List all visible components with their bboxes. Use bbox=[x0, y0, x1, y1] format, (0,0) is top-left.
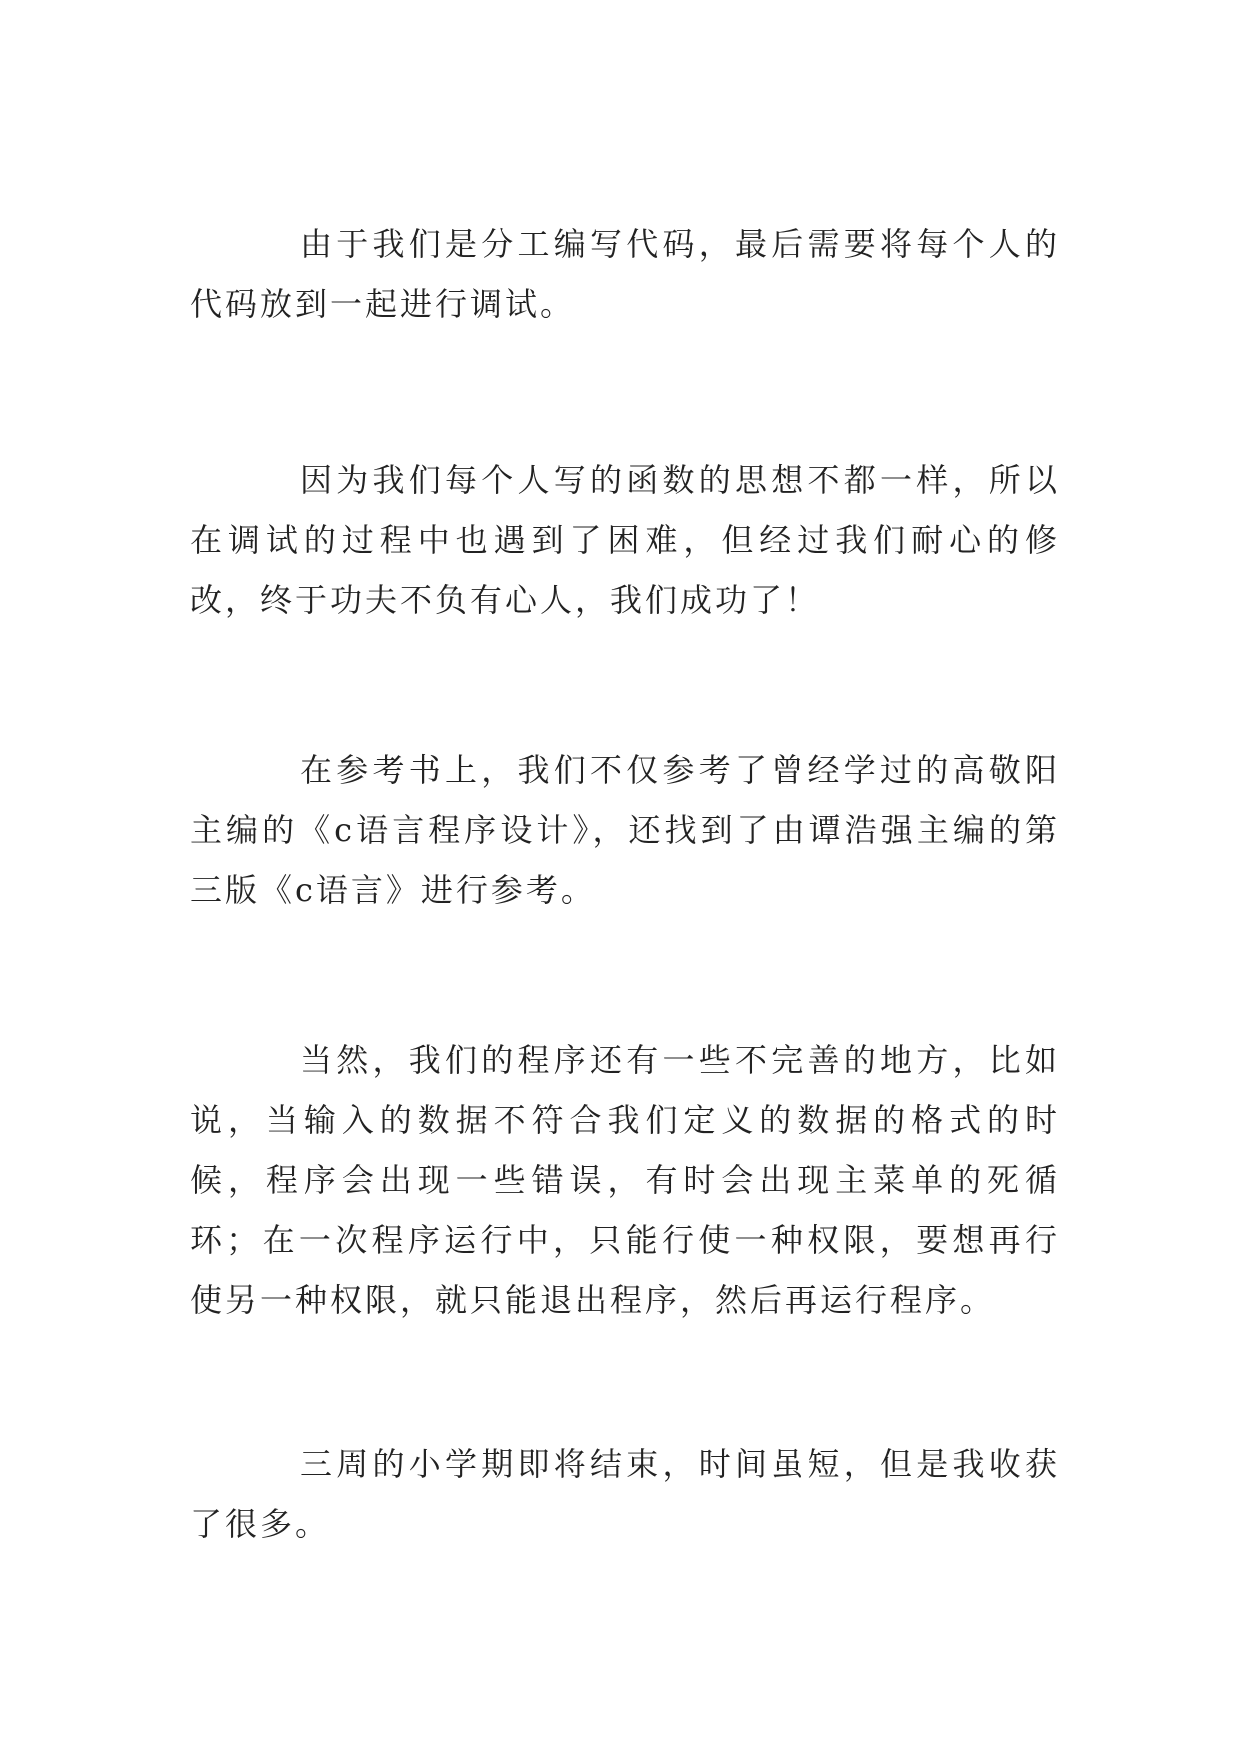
paragraph-difficulties: 因为我们每个人写的函数的思想不都一样，所以在调试的过程中也遇到了困难，但经过我们耐心的修改，终于功夫不负有心人，我们成功了！ bbox=[190, 461, 1060, 619]
paragraph-conclusion: 三周的小学期即将结束，时间虽短，但是我收获了很多。 bbox=[190, 1445, 1060, 1543]
paragraph-debugging: 由于我们是分工编写代码，最后需要将每个人的代码放到一起进行调试。 bbox=[190, 225, 1060, 323]
paragraph-references: 在参考书上，我们不仅参考了曾经学过的高敬阳主编的《c语言程序设计》，还找到了由谭浩强主编的第三版《c语言》进行参考。 bbox=[190, 751, 1060, 909]
paragraph-shortcomings: 当然，我们的程序还有一些不完善的地方，比如说，当输入的数据不符合我们定义的数据的格式的时候，程序会出现一些错误，有时会出现主菜单的死循环；在一次程序运行中，只能行使一种权限，要想再行使另一种权限，就只能退出程序，然后再运行程序。 bbox=[190, 1041, 1060, 1319]
